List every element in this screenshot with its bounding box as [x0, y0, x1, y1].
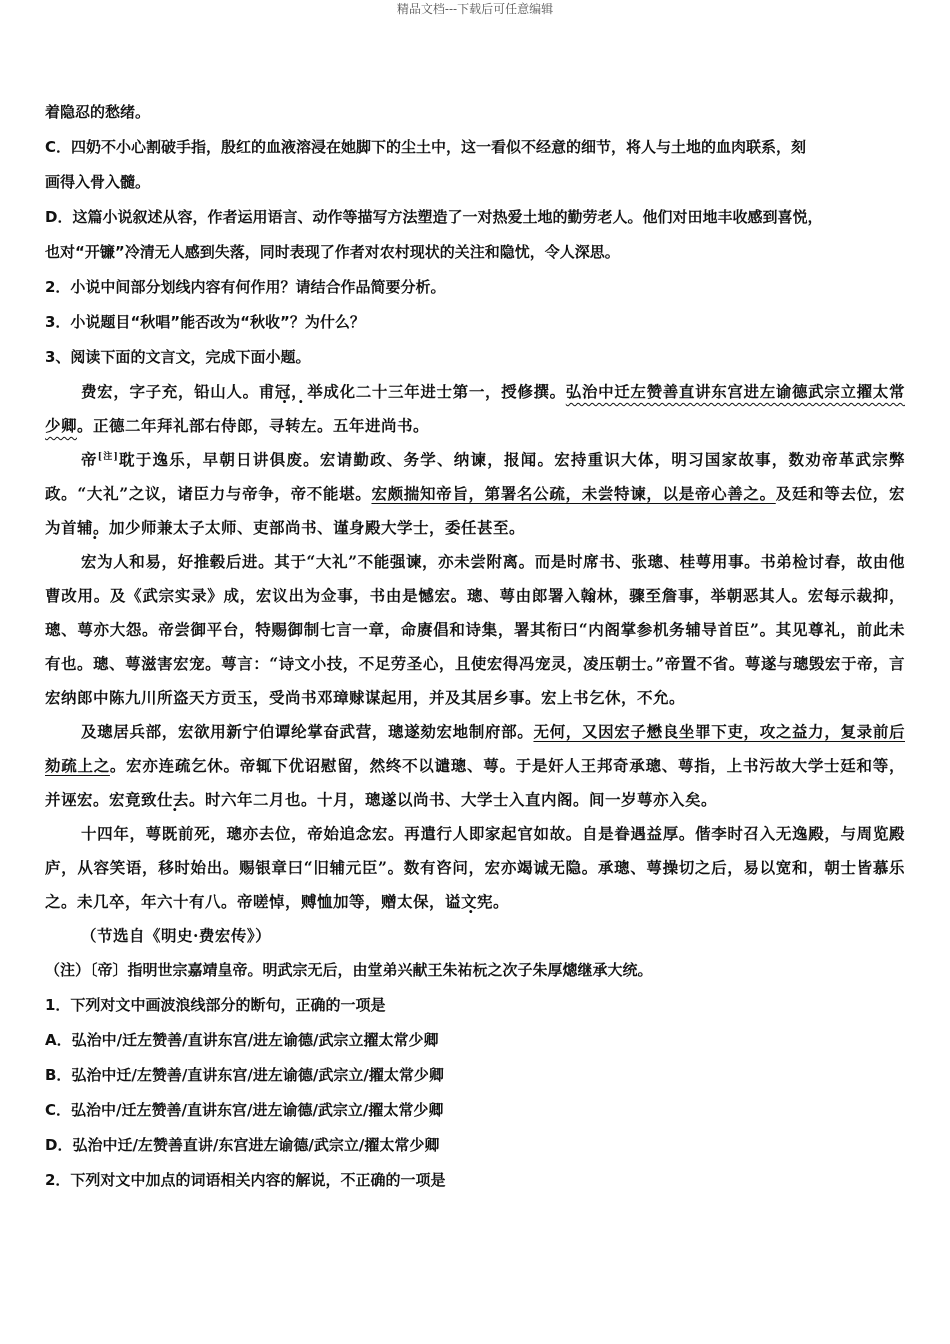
- passage-paragraph-3: 宏为人和易，好推毂后进。其于“大礼”不能强谏，亦未尝附离。而是时席书、张璁、桂萼用事。书弟检讨春，故由他曹改用。及《武宗实录》成，宏议出为佥事，书由是憾宏。璁、萼由郎署入翰林，骤至詹事，举朝恶其人。宏每示裁抑，璁、萼亦大怨。帝尝御平台，特赐御制七言一章，命赓倡和诗集，署其衔曰“内阁掌参机务辅导首臣”。其见尊礼，前此未有也。璁、萼滋害宏宠。萼言：“诗文小技，不足劳圣心，且使宏得冯宠灵，凌压朝士。”帝置不省。萼遂与璁毁宏于帝，言宏纳郎中陈九川所盗天方贡玉，受尚书邓璋赇谋起用，并及其居乡事。宏上书乞休，不允。: [45, 552, 905, 707]
- dotted-word-zhishi: 致仕: [141, 790, 174, 809]
- dotted-word-guan: 冠: [274, 382, 292, 401]
- option-d-line2: 也对“开镰”冷清无人感到失落，同时表现了作者对农村现状的关注和隐忧，令人深思。: [45, 243, 620, 261]
- option-d-line1: D．这篇小说叙述从容，作者运用语言、动作等描写方法塑造了一对热爱土地的勤劳老人。他们对田地丰收感到喜悦，: [45, 208, 823, 226]
- question-3-prev: 3．小说题目“秋唱”能否改为“秋收”？为什么？: [45, 313, 365, 331]
- passage-source: （节选自《明史·费宏传》）: [81, 926, 272, 945]
- option-c-line1: C．四奶不小心割破手指，殷红的血液溶浸在她脚下的尘土中，这一看似不经意的细节，将人与土地的血肉联系，刻: [45, 138, 807, 156]
- passage-paragraph-1: 费宏，字子充，铅山人。甫冠，举成化二十三年进士第一，授修撰。弘治中迁左赞善直讲东宫进左谕德武宗立擢太常少卿。正德二年拜礼部右侍郎，寻转左。五年进尚书。: [45, 382, 905, 435]
- question-1-option-d: D．弘治中迁/左赞善直讲/东宫进左谕德/武宗立/擢太常少卿: [45, 1136, 440, 1154]
- dotted-word-shi: 谥: [445, 892, 462, 911]
- question-2-prev: 2．小说中间部分划线内容有何作用？请结合作品简要分析。: [45, 278, 446, 296]
- question-2-stem: 2．下列对文中加点的词语相关内容的解说，不正确的一项是: [45, 1171, 446, 1189]
- passage-paragraph-5: 十四年，萼既前死，璁亦去位，帝始追念宏。再遣行人即家起官如故。自是眷遇益厚。偕李时召入无逸殿，与周览殿庐，从容笑语，移时始出。赐银章曰“旧辅元臣”。数有咨问，宏亦竭诚无隐。承璁、萼操切之后，易以宽和，朝士皆慕乐之。未几卒，年六十有八。帝嗟悼，赙恤加等，赠太保，谥文宪。: [45, 824, 905, 911]
- passage-paragraph-2: 帝[注]耽于逸乐，早朝日讲俱废。宏请勤政、务学、纳谏，报闻。宏持重识大体，明习国家故事，数劝帝革武宗弊政。“大礼”之议，诸臣力与帝争，帝不能堪。宏颇揣知帝旨，第署名公疏，未尝特谏，以是帝心善之。及廷和等去位，宏为首辅。加少师兼太子太师、吏部尚书、谨身殿大学士，委任甚至。: [45, 450, 905, 537]
- underlined-sentence-2: 无何，又因宏子懋良坐罪下吏，攻之益力，复录前后劾疏上之: [45, 722, 905, 775]
- underlined-sentence-1: 宏颇揣知帝旨，第署名公疏，未尝特谏，以是帝心善之。: [371, 484, 776, 503]
- option-b-tail: 着隐忍的愁绪。: [45, 103, 151, 121]
- question-1-option-a: A．弘治中/迁左赞善/直讲东宫/进左谕德/武宗立擢太常少卿: [45, 1031, 439, 1049]
- page-header: 精品文档---下载后可任意编辑: [396, 2, 554, 16]
- dotted-word-fu: 甫: [258, 382, 275, 401]
- passage-paragraph-4: 及璁居兵部，宏欲用新宁伯谭纶掌奋武营，璁遂劾宏地制府部。无何，又因宏子懋良坐罪下吏，攻之益力，复录前后劾疏上之。宏亦连疏乞休。帝辄下优诏慰留，然终不以谴璁、萼。于是奸人王邦奇承璁、萼指，上书污故大学士廷和等，并诬宏。宏竟致仕去。时六年二月也。十月，璁遂以尚书、大学士入直内阁。间一岁萼亦入矣。: [45, 722, 905, 809]
- dotted-word-shoufu: 首辅: [61, 518, 94, 537]
- note-marker: [注]: [97, 451, 119, 462]
- question-1-stem: 1．下列对文中画波浪线部分的断句，正确的一项是: [45, 996, 386, 1014]
- wavy-underlined-text: 弘治中迁左赞善直讲东宫进左谕德武宗立擢太常少卿: [45, 382, 905, 435]
- question-1-option-b: B．弘治中迁/左赞善/直讲东宫/进左谕德/武宗立/擢太常少卿: [45, 1066, 444, 1084]
- option-c-line2: 画得入骨入髓。: [45, 173, 151, 191]
- footnote: （注）〔帝〕指明世宗嘉靖皇帝。明武宗无后，由堂弟兴献王朱祐杬之次子朱厚熜继承大统。: [45, 961, 653, 979]
- question-1-option-c: C．弘治中/迁左赞善/直讲东宫/进左谕德/武宗立/擢太常少卿: [45, 1101, 444, 1119]
- section-3-title: 3、阅读下面的文言文，完成下面小题。: [45, 348, 311, 366]
- document-body: [45, 95, 905, 1198]
